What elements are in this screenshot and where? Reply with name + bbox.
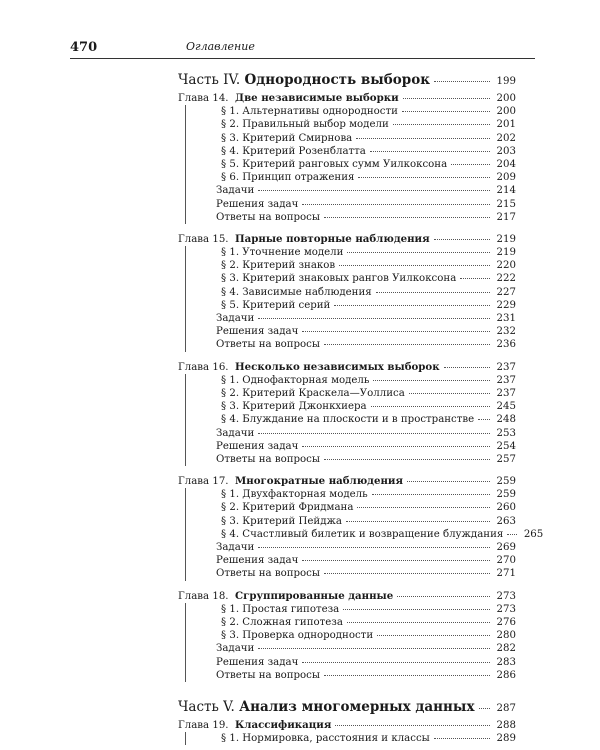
entry-title: § 4. Зависимые наблюдения <box>221 286 372 298</box>
entry-title: § 1. Уточнение модели <box>221 247 344 259</box>
part-heading[interactable] <box>178 69 516 91</box>
page-ref: 237 <box>496 361 516 373</box>
entry-title: Решения задач <box>216 656 299 668</box>
chapter-number: Глава 17. <box>178 476 229 488</box>
chapter-title: Многократные наблюдения <box>235 475 403 488</box>
appendix-entry[interactable] <box>191 541 516 554</box>
leader-dots <box>258 433 490 434</box>
page-ref: 273 <box>496 603 516 615</box>
leader-dots <box>370 151 490 152</box>
leader-dots <box>302 331 490 332</box>
page-ref: 217 <box>496 211 516 223</box>
leader-dots <box>372 494 490 495</box>
entry-title: § 2. Критерий Краскела—Уоллиса <box>221 387 405 399</box>
page-ref: 220 <box>496 260 516 272</box>
leader-dots <box>347 252 490 253</box>
entry-title: Решения задач <box>216 198 299 210</box>
page-ref: 286 <box>496 669 516 681</box>
section-entry[interactable] <box>191 299 516 312</box>
chapter-number: Глава 16. <box>178 361 229 373</box>
section-entry[interactable] <box>191 488 516 501</box>
entry-title: § 5. Критерий ранговых сумм Уилкоксона <box>221 158 448 170</box>
entry-title: Задачи <box>216 643 255 655</box>
section-entry[interactable] <box>191 515 516 528</box>
section-entry[interactable] <box>191 413 516 426</box>
appendix-entry[interactable] <box>191 338 516 351</box>
entry-title: Задачи <box>216 185 255 197</box>
page-ref: 232 <box>496 326 516 338</box>
page-ref: 215 <box>496 198 516 210</box>
page-ref: 254 <box>496 440 516 452</box>
section-entry[interactable] <box>191 616 516 629</box>
page-ref: 237 <box>496 387 516 399</box>
entry-title: Задачи <box>216 313 255 324</box>
chapter-contents <box>185 732 516 745</box>
entry-title: § 2. Сложная гипотеза <box>221 616 343 628</box>
leader-dots <box>402 111 490 112</box>
chapter-contents <box>185 488 544 580</box>
page-ref: 265 <box>523 528 544 540</box>
page-header <box>70 40 535 59</box>
page-ref: 202 <box>496 132 516 144</box>
leader-dots <box>324 344 490 345</box>
appendix-entry[interactable] <box>191 669 516 682</box>
entry-title: Задачи <box>216 427 255 439</box>
page-ref: 253 <box>496 427 516 439</box>
section-entry[interactable] <box>191 246 516 259</box>
leader-dots <box>377 635 490 636</box>
appendix-entry[interactable] <box>191 453 516 466</box>
page-ref: 287 <box>496 702 516 714</box>
page-ref: 259 <box>496 489 516 501</box>
chapter-number: Глава 15. <box>178 233 229 245</box>
leader-dots <box>347 622 490 623</box>
entry-title: Решения задач <box>216 326 299 338</box>
section-entry[interactable] <box>191 732 516 745</box>
entry-title: § 4. Счастливый билетик и возвращение блуждания <box>221 528 504 540</box>
page-ref: 263 <box>496 515 516 527</box>
leader-dots <box>339 265 490 266</box>
page-ref: 229 <box>496 299 516 311</box>
section-entry[interactable] <box>191 400 516 413</box>
chapter-heading[interactable] <box>178 719 516 732</box>
chapter-title: Парные повторные наблюдения <box>235 232 430 245</box>
entry-title: § 6. Принцип отражения <box>221 172 355 184</box>
leader-dots <box>358 177 490 178</box>
appendix-entry[interactable] <box>191 440 516 453</box>
section-entry[interactable] <box>191 387 516 400</box>
appendix-entry[interactable] <box>191 554 516 567</box>
chapter-title: Сгруппированные данные <box>235 589 394 602</box>
entry-title: § 2. Критерий Фридмана <box>221 502 354 514</box>
chapter-number: Глава 14. <box>178 93 229 104</box>
page-ref: 271 <box>496 568 516 580</box>
part-label <box>178 696 475 718</box>
part-title: Однородность выборок <box>244 72 431 88</box>
leader-dots <box>434 239 490 240</box>
part-heading[interactable] <box>178 696 516 718</box>
section-entry[interactable] <box>191 145 516 158</box>
leader-dots <box>302 662 490 663</box>
page-ref: 269 <box>496 542 516 553</box>
entry-title: § 1. Простая гипотеза <box>221 603 340 615</box>
entry-title: § 4. Критерий Розенблатта <box>221 145 366 157</box>
page-ref: 245 <box>496 401 516 413</box>
leader-dots <box>324 675 490 676</box>
leader-dots <box>258 547 490 548</box>
leader-dots <box>376 292 490 293</box>
page-ref: 236 <box>496 339 516 351</box>
leader-dots <box>334 305 490 306</box>
appendix-entry[interactable] <box>191 211 516 224</box>
chapter-contents <box>185 105 516 224</box>
leader-dots <box>356 138 490 139</box>
entry-title: § 1. Однофакторная модель <box>221 374 370 386</box>
page-ref: 280 <box>496 630 516 642</box>
page-ref: 260 <box>496 502 516 514</box>
page-ref: 227 <box>496 286 516 298</box>
appendix-entry[interactable] <box>191 184 516 197</box>
entry-title: § 1. Двухфакторная модель <box>221 489 368 501</box>
leader-dots <box>403 98 490 99</box>
chapter-title: Две независимые выборки <box>235 92 399 104</box>
chapter-contents <box>185 603 516 682</box>
leader-dots <box>324 573 490 574</box>
leader-dots <box>302 560 490 561</box>
section-entry[interactable] <box>191 118 516 131</box>
leader-dots <box>324 217 490 218</box>
section-entry[interactable] <box>191 374 516 387</box>
chapter-heading[interactable] <box>178 590 516 603</box>
leader-dots <box>434 81 490 82</box>
entry-title: § 3. Критерий Пейджа <box>221 515 342 527</box>
chapter-heading[interactable] <box>178 361 516 374</box>
section-entry[interactable] <box>191 158 516 171</box>
entry-title: Ответы на вопросы <box>216 339 320 351</box>
section-entry[interactable] <box>191 286 516 299</box>
appendix-entry[interactable] <box>191 427 516 440</box>
section-entry[interactable] <box>191 501 516 514</box>
section-entry[interactable] <box>191 629 516 642</box>
page-ref: 289 <box>496 733 516 745</box>
part-number: Часть IV. <box>178 72 241 88</box>
chapter-label <box>178 475 403 488</box>
chapter-contents <box>185 374 516 466</box>
leader-dots <box>479 708 490 709</box>
section-entry[interactable] <box>191 528 544 541</box>
entry-title: Решения задач <box>216 555 299 567</box>
page-ref: 222 <box>496 273 516 285</box>
table-of-contents <box>178 69 544 745</box>
leader-dots <box>478 419 490 420</box>
leader-dots <box>335 725 490 726</box>
part-label <box>178 69 430 91</box>
entry-title: § 1. Нормировка, расстояния и классы <box>221 733 430 745</box>
chapter-label <box>178 719 331 732</box>
chapter-title: Классификация <box>235 718 332 731</box>
leader-dots <box>302 204 490 205</box>
leader-dots <box>302 446 490 447</box>
page-ref: 219 <box>496 247 516 259</box>
entry-title: § 3. Критерий Смирнова <box>221 132 353 144</box>
entry-title: Ответы на вопросы <box>216 211 320 223</box>
page-number: 470 <box>70 40 98 55</box>
page-ref: 209 <box>496 172 516 184</box>
page-ref: 248 <box>496 414 516 426</box>
page-ref: 199 <box>496 76 516 87</box>
page-ref: 219 <box>496 233 516 245</box>
section-entry[interactable] <box>191 603 516 616</box>
leader-dots <box>434 738 490 739</box>
entry-title: § 3. Критерий знаковых рангов Уилкоксона <box>221 273 457 285</box>
leader-dots <box>346 521 490 522</box>
leader-dots <box>407 481 490 482</box>
chapter-contents <box>185 246 516 352</box>
entry-title: § 3. Проверка однородности <box>221 630 374 642</box>
part-title: Анализ многомерных данных <box>239 698 475 715</box>
page-ref: 282 <box>496 643 516 655</box>
page-ref: 204 <box>496 158 516 170</box>
entry-title: § 2. Критерий знаков <box>221 260 336 272</box>
page-ref: 231 <box>496 313 516 324</box>
entry-title: Ответы на вопросы <box>216 568 320 580</box>
page-ref: 257 <box>496 453 516 465</box>
chapter-heading[interactable] <box>178 233 516 246</box>
page-ref: 276 <box>496 616 516 628</box>
leader-dots <box>444 367 490 368</box>
appendix-entry[interactable] <box>191 642 516 655</box>
leader-dots <box>373 380 490 381</box>
page-ref: 237 <box>496 374 516 386</box>
leader-dots <box>409 393 490 394</box>
chapter-label <box>178 92 399 105</box>
entry-title: Решения задач <box>216 440 299 452</box>
chapter-number: Глава 18. <box>178 590 229 602</box>
chapter-label <box>178 590 393 603</box>
chapter-heading[interactable] <box>178 92 516 105</box>
leader-dots <box>451 164 490 165</box>
leader-dots <box>258 318 490 319</box>
page-ref: 259 <box>496 476 516 488</box>
entry-title: § 2. Правильный выбор модели <box>221 119 389 131</box>
section-entry[interactable] <box>191 171 516 184</box>
leader-dots <box>507 534 517 535</box>
page-ref: 203 <box>496 145 516 157</box>
section-entry[interactable] <box>191 259 516 272</box>
appendix-entry[interactable] <box>191 198 516 211</box>
chapter-label <box>178 361 440 374</box>
entry-title: § 1. Альтернативы однородности <box>221 106 398 118</box>
page-ref: 270 <box>496 555 516 567</box>
appendix-entry[interactable] <box>191 312 516 325</box>
page-ref: 201 <box>496 119 516 131</box>
chapter-label <box>178 233 430 246</box>
entry-title: Задачи <box>216 542 255 553</box>
appendix-entry[interactable] <box>191 656 516 669</box>
page-ref: 200 <box>496 106 516 118</box>
page-ref: 283 <box>496 656 516 668</box>
chapter-number: Глава 19. <box>178 719 229 731</box>
leader-dots <box>343 609 490 610</box>
page-ref: 273 <box>496 590 516 602</box>
running-title: Оглавление <box>186 40 255 53</box>
page-ref: 288 <box>496 719 516 731</box>
leader-dots <box>324 459 490 460</box>
section-entry[interactable] <box>191 105 516 118</box>
leader-dots <box>258 648 490 649</box>
leader-dots <box>393 124 490 125</box>
entry-title: § 4. Блуждание на плоскости и в пространстве <box>221 414 475 426</box>
part-number: Часть V. <box>178 698 235 715</box>
page-ref: 200 <box>496 93 516 104</box>
appendix-entry[interactable] <box>191 325 516 338</box>
entry-title: Ответы на вопросы <box>216 453 320 465</box>
leader-dots <box>460 278 490 279</box>
chapter-heading[interactable] <box>178 475 516 488</box>
entry-title: § 3. Критерий Джонкхиера <box>221 401 367 413</box>
appendix-entry[interactable] <box>191 567 516 580</box>
entry-title: § 5. Критерий серий <box>221 299 331 311</box>
leader-dots <box>258 190 490 191</box>
chapter-title: Несколько независимых выборок <box>235 360 440 373</box>
leader-dots <box>371 406 490 407</box>
leader-dots <box>357 507 490 508</box>
leader-dots <box>397 596 490 597</box>
page-ref: 214 <box>496 185 516 197</box>
entry-title: Ответы на вопросы <box>216 669 320 681</box>
section-entry[interactable] <box>191 132 516 145</box>
section-entry[interactable] <box>191 272 516 285</box>
